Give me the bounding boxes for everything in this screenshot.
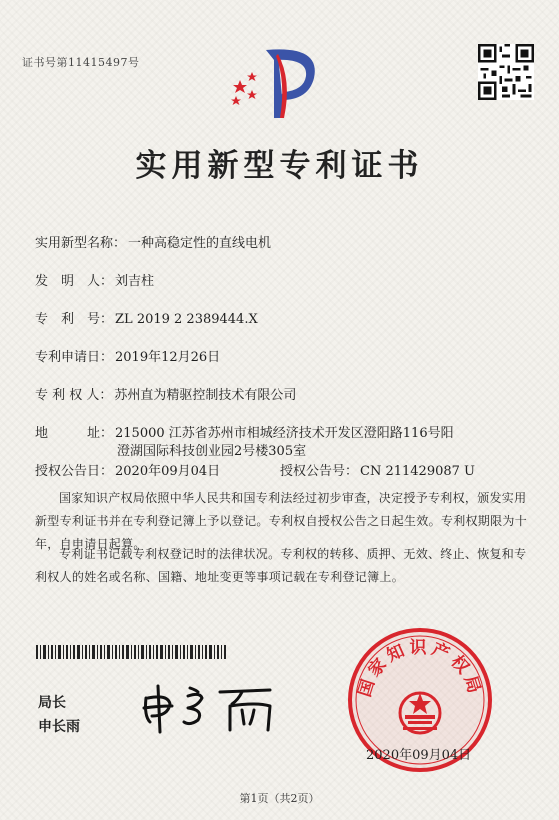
page-number-footer: 第1页（共2页） xyxy=(239,792,320,805)
signatory-title: 局长 xyxy=(38,695,66,711)
grant-number-value: CN 211429087 U xyxy=(360,464,475,479)
seal-text: 国家知识产权局 xyxy=(354,638,486,700)
filing-date-row xyxy=(35,346,220,365)
patentee-label: 专 利 权 人： xyxy=(35,388,113,403)
utility-model-name-label: 实用新型名称： xyxy=(35,236,127,251)
address-line2-row xyxy=(117,440,306,459)
patent-number-label: 专 利 号： xyxy=(35,312,114,327)
grant-number-label: 授权公告号： xyxy=(280,464,359,479)
address-line2: 澄湖国际科技创业园2号楼305室 xyxy=(117,444,307,459)
certificate-number: 证书号第11415497号 xyxy=(22,56,140,69)
certificate-title: 实用新型专利证书 xyxy=(135,148,424,184)
patentee-value: 苏州直为精驱控制技术有限公司 xyxy=(114,388,297,403)
filing-date-value: 2019年12月26日 xyxy=(115,350,221,365)
grant-date-label: 授权公告日： xyxy=(35,464,114,479)
handwritten-signature-icon xyxy=(138,676,288,736)
address-label: 地 址： xyxy=(35,426,114,441)
patentee-row xyxy=(35,384,296,403)
cnipa-logo-icon xyxy=(226,40,326,120)
inventor-row xyxy=(35,270,154,289)
inventor-label: 发 明 人： xyxy=(35,274,114,289)
address-row xyxy=(35,422,454,441)
address-line1: 215000 江苏省苏州市相城经济技术开发区澄阳路116号阳 xyxy=(115,426,454,441)
qr-code-icon xyxy=(478,44,534,100)
patent-number-value: ZL 2019 2 2389444.X xyxy=(115,312,258,327)
grant-statement-paragraph: 国家知识产权局依照中华人民共和国专利法经过初步审查，决定授予专利权，颁发实用新型专利证书并在专利登记簿上予以登记。专利权自授权公告之日起生效。专利权期限为十年，自申请日起算。 xyxy=(35,491,528,551)
utility-model-name-value: 一种高稳定性的直线电机 xyxy=(128,236,272,251)
seal-date: 2020年09月04日 xyxy=(366,748,472,763)
filing-date-label: 专利申请日： xyxy=(35,350,114,365)
grant-date-row xyxy=(35,460,220,479)
patent-number-row xyxy=(35,308,258,327)
grant-date-value: 2020年09月04日 xyxy=(115,464,221,479)
barcode-icon xyxy=(36,645,226,659)
legal-status-paragraph: 专利证书记载专利权登记时的法律状况。专利权的转移、质押、无效、终止、恢复和专利权人的姓名或名称、国籍、地址变更等事项记载在专利登记簿上。 xyxy=(35,547,527,584)
signatory-name: 申长雨 xyxy=(38,719,80,735)
grant-number-row xyxy=(280,460,475,479)
utility-model-name-row xyxy=(35,232,271,251)
inventor-value: 刘吉柱 xyxy=(115,274,155,289)
